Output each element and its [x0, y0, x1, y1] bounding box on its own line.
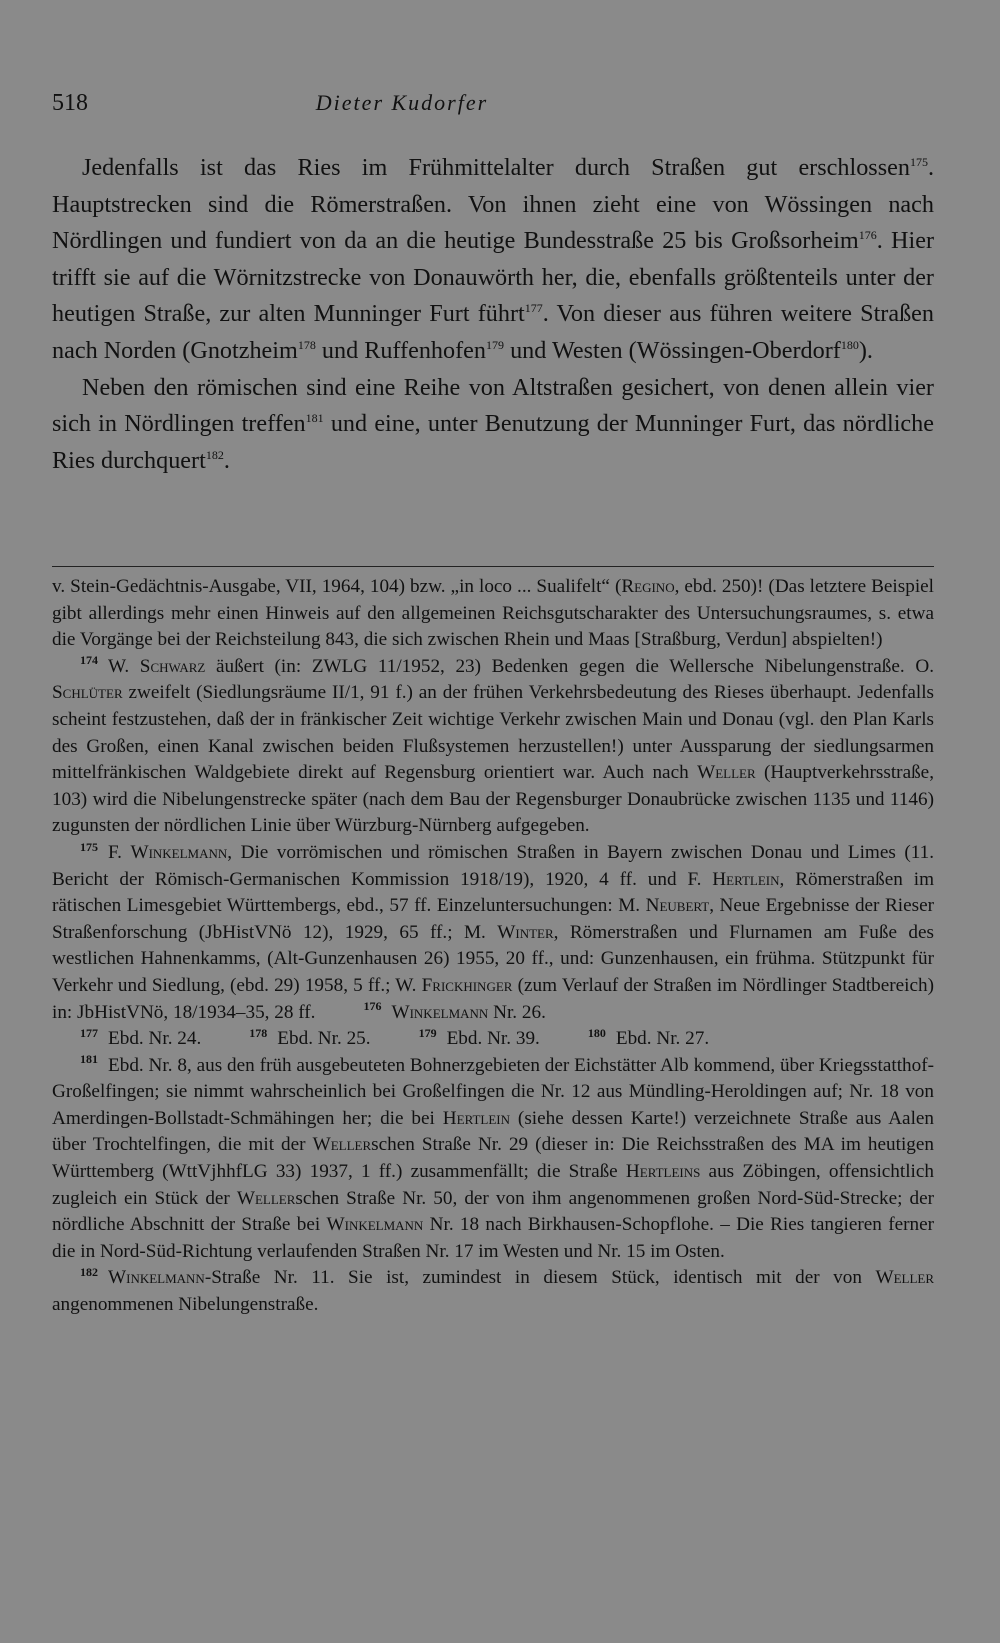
- footnote-179: $^{179}$ Ebd. Nr. 39.: [418, 1025, 540, 1050]
- footnote-ref-182: 182: [205, 447, 224, 462]
- footnotes: [52, 574, 934, 1319]
- footnote-number: 176: [363, 999, 382, 1014]
- running-head-author: Dieter Kudorfer: [315, 90, 489, 115]
- paragraph-2: Neben den römischen sind eine Reihe von Altstraßen gesichert, von denen allein vier sich in Nördlingen treffen$^{181}$ und eine, unter Benutzung der Munninger Furt, das nördliche Ries durchquert$^{182}$.: [52, 373, 934, 474]
- footnote-178: $^{178}$ Ebd. Nr. 25.: [249, 1025, 371, 1050]
- footnote-182: $^{182}$ Winkelmann-Straße Nr. 11. Sie ist, zumindest in diesem Stück, identisch mit der von Weller angenommenen Nibelungenstraße.: [52, 1265, 934, 1316]
- footnote-separator: [52, 566, 934, 567]
- footnote-number: 174: [80, 653, 98, 668]
- page-header: [52, 90, 932, 120]
- footnote-ref-176: 176: [858, 228, 877, 243]
- footnote-number: 175: [80, 839, 98, 854]
- footnote-175: $^{175}$ F. Winkelmann, Die vorrömischen und römischen Straßen in Bayern zwischen Donau und Limes (11. Bericht der Römisch-Germanischen Kommission 1918/19), 1920, 4 ff. und F. Hertlein, Römerstraßen im rätischen Limesgebiet Württembergs, ebd., 57 ff. Einzeluntersuchungen: M. Neubert, Neue Ergebnisse der Rieser Straßenforschung (JbHistVNö 12), 1929, 65 ff.; M. Winter, Römerstraßen und Flurnamen am Fuße des westlichen Hahnenkamms, (Alt-Gunzenhausen 26) 1955, 20 ff., und: Gunzenhausen, ein frühma. Stützpunkt für Verkehr und Siedlung, (ebd. 29) 1958, 5 ff.; W. Frickhinger (zum Verlauf der Straßen im Nördlinger Stadtbereich) in: JbHistVNö, 18/1934–35, 28 ff. $^{176}$ Winkelmann Nr. 26.: [52, 839, 934, 1023]
- footnote-ref-181: 181: [305, 411, 324, 426]
- footnotes-177-180: [52, 1026, 934, 1053]
- page-number: 518: [52, 90, 88, 116]
- footnote-173-continuation: v. Stein-Gedächtnis-Ausgabe, VII, 1964, 104) bzw. „in loco ... Sualifelt“ (Regino, ebd. 250)! (Das letztere Beispiel gibt allerdings mehr einen Hinweis auf den allgemeinen Reichsgutscharakter des Untersuchungsraumes, s. etwa die Vorgänge bei der Reichsteilung 843, die sich zwischen Rhein und Maas [Straßburg, Verdun] abspielten!): [52, 576, 934, 651]
- footnote-ref-175: 175: [909, 154, 928, 169]
- footnote-number: 182: [80, 1265, 98, 1280]
- footnote-174: $^{174}$ W. Schwarz äußert (in: ZWLG 11/1952, 23) Bedenken gegen die Wellersche Nibelungenstraße. O. Schlüter zweifelt (Siedlungsräume II/1, 91 f.) an der frühen Verkehrsbedeutung des Rieses überhaupt. Jedenfalls scheint festzustehen, daß der in fränkischer Zeit wichtige Verkehr zwischen Main und Donau (vgl. den Plan Karls des Großen, einen Kanal zwischen beiden Flußsystemen herzustellen!) unter Aussparung der siedlungsarmen mittelfränkischen Waldgebiete direkt auf Regensburg orientiert war. Auch nach Weller (Hauptverkehrsstraße, 103) wird die Nibelungenstrecke später (nach dem Bau der Regensburger Donaubrücke zwischen 1135 und 1146) zugunsten der nördlichen Linie über Würzburg-Nürnberg aufgegeben.: [52, 653, 934, 837]
- paragraph-1: Jedenfalls ist das Ries im Frühmittelalter durch Straßen gut erschlossen$^{175}$. Hauptstrecken sind die Römerstraßen. Von ihnen zieht eine von Wössingen nach Nördlingen und fundiert von da an die heutige Bundesstraße 25 bis Großsorheim$^{176}$. Hier trifft sie auf die Wörnitzstrecke von Donauwörth her, die, ebenfalls größtenteils unter der heutigen Straße, zur alten Munninger Furt führt$^{177}$. Von dieser aus führen weitere Straßen nach Norden (Gnotzheim$^{178}$ und Ruffenhofen$^{179}$ und Westen (Wössingen-Oberdorf$^{180}$).: [52, 154, 935, 364]
- footnote-ref-180: 180: [840, 337, 859, 352]
- footnote-number: 181: [80, 1052, 98, 1067]
- footnote-ref-178: 178: [297, 337, 316, 352]
- footnote-181: $^{181}$ Ebd. Nr. 8, aus den früh ausgebeuteten Bohnerzgebieten der Eichstätter Alb kommend, über Kriegsstatthof-Großelfingen; sie nimmt wahrscheinlich bei Großelfingen die Nr. 12 aus Mündling-Heroldingen auf; Nr. 18 von Amerdingen-Bollstadt-Schmähingen her; die bei Hertlein (siehe dessen Karte!) verzeichnete Straße aus Aalen über Trochtelfingen, die mit der Wellerschen Straße Nr. 29 (dieser in: Die Reichsstraßen des MA im heutigen Württemberg (WttVjhhfLG 33) 1937, 1 ff.) zusammenfällt; die Straße Hertleins aus Zöbingen, offensichtlich zugleich ein Stück der Wellerschen Straße Nr. 50, der von ihm angenommenen großen Nord-Süd-Strecke; der nördliche Abschnitt der Straße bei Winkelmann Nr. 18 nach Birkhausen-Schopflohe. – Die Ries tangieren ferner die in Nord-Süd-Richtung verlaufenden Straßen Nr. 17 im Westen und Nr. 15 im Osten.: [52, 1052, 935, 1262]
- footnote-176: $^{176}$ Winkelmann Nr. 26.: [363, 999, 546, 1023]
- footnote-177: $^{177}$ Ebd. Nr. 24.: [80, 1025, 202, 1050]
- footnote-180: $^{180}$ Ebd. Nr. 27.: [587, 1025, 710, 1050]
- footnote-ref-177: 177: [524, 301, 543, 316]
- main-text: [52, 150, 934, 479]
- footnote-ref-179: 179: [486, 337, 505, 352]
